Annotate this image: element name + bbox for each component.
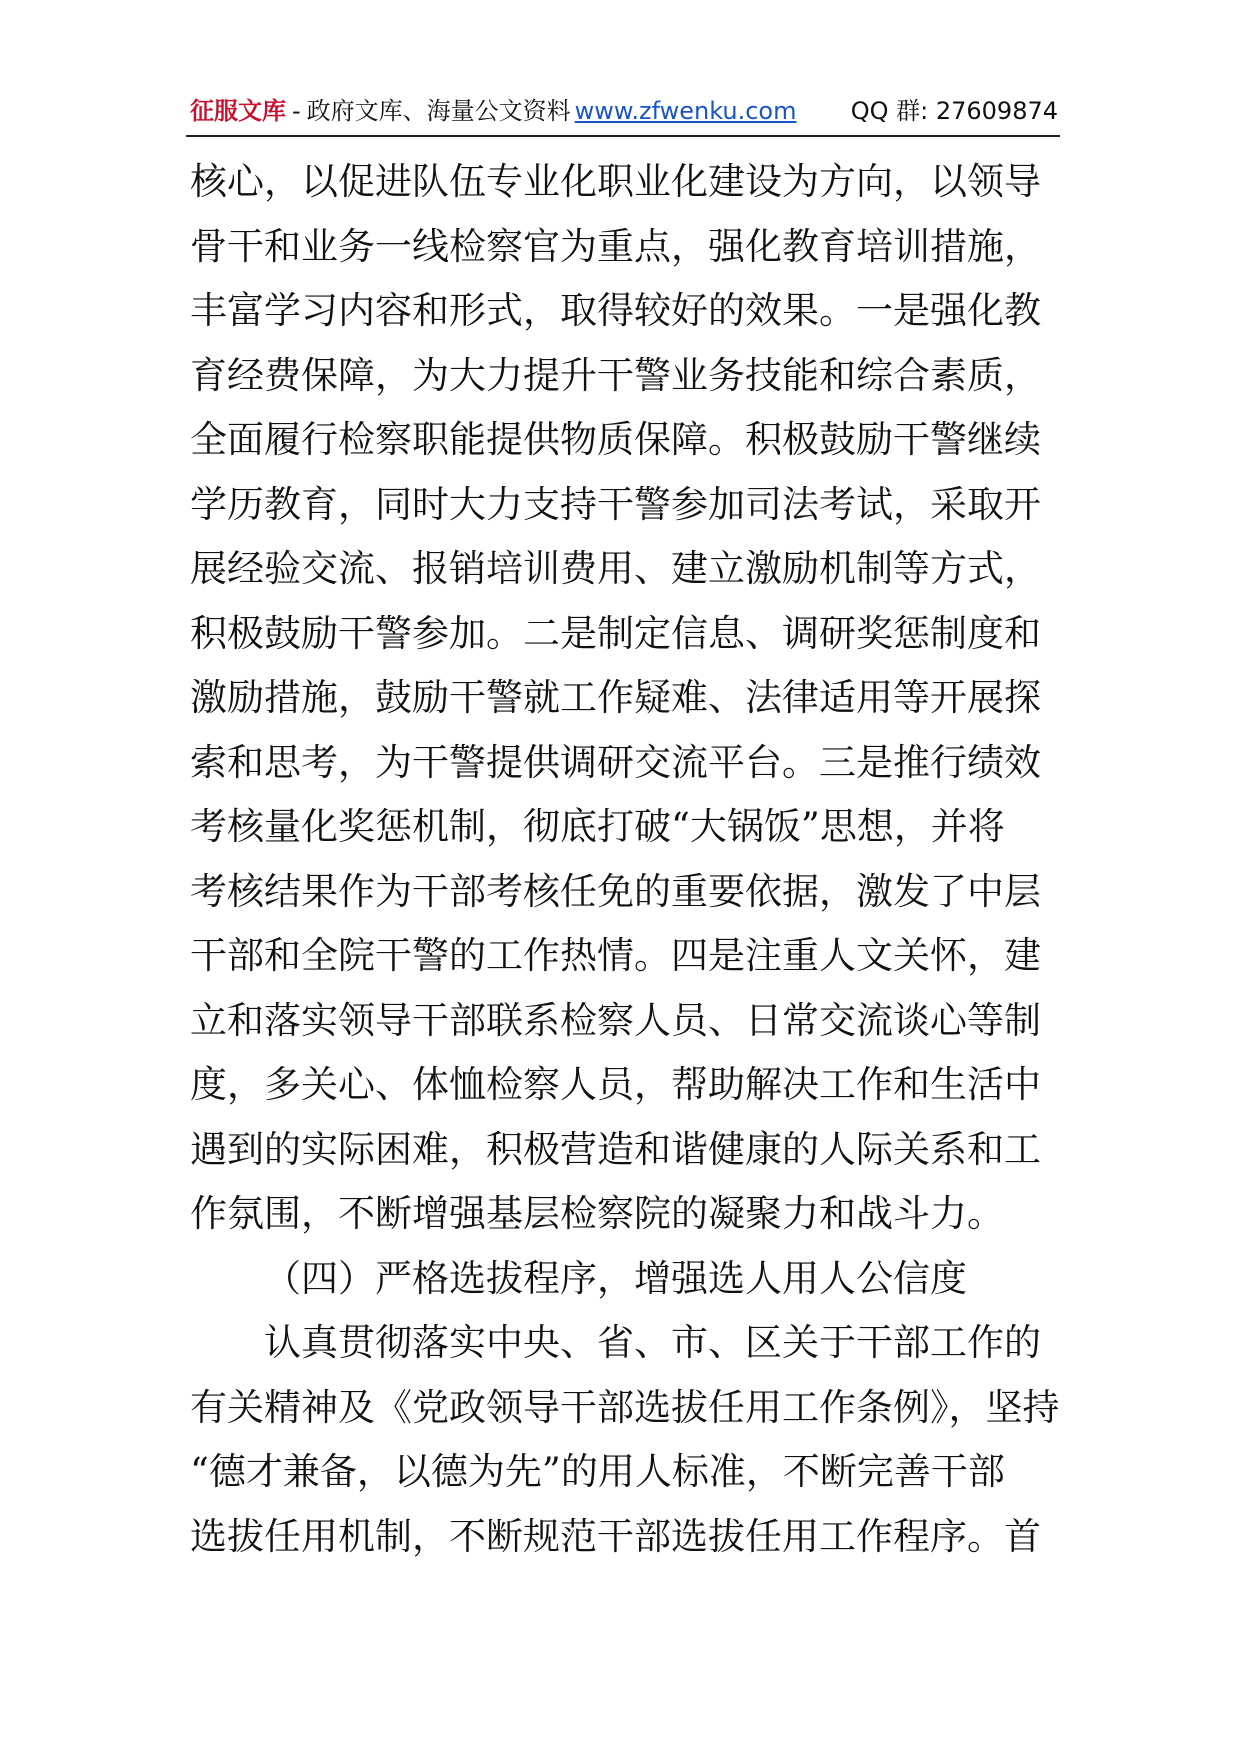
document-body <box>190 150 1060 1569</box>
body-line: 育经费保障，为大力提升干警业务技能和综合素质， <box>190 353 1041 397</box>
body-line: 度，多关心、体恤检察人员，帮助解决工作和生活中 <box>190 1063 1041 1106</box>
body-line: 有关精神及《党政领导干部选拔任用工作条例》，坚持 <box>190 1385 1060 1429</box>
body-line: 考核量化奖惩机制，彻底打破“大锅饭”思想，并将 <box>190 805 1005 848</box>
body-line: 作氛围，不断增强基层检察院的凝聚力和战斗力。 <box>190 1192 1004 1235</box>
body-line: 积极鼓励干警参加。二是制定信息、调研奖惩制度和 <box>190 611 1041 655</box>
body-line: 索和思考，为干警提供调研交流平台。三是推行绩效 <box>190 740 1041 784</box>
body-line: 立和落实领导干部联系检察人员、日常交流谈心等制 <box>190 998 1041 1042</box>
section-heading: （四）严格选拔程序，增强选人用人公信度 <box>264 1256 967 1300</box>
page-header <box>190 88 1058 134</box>
body-line: 干部和全院干警的工作热情。四是注重人文关怀，建 <box>190 934 1041 977</box>
body-line: “德才兼备，以德为先”的用人标准，不断完善干部 <box>190 1450 1005 1493</box>
header-tagline: 政府文库、海量公文资料 <box>306 97 571 125</box>
site-link[interactable]: www.zfwenku.com <box>574 97 797 125</box>
body-line: 核心，以促进队伍专业化职业化建设为方向，以领导 <box>190 160 1041 203</box>
body-line: 丰富学习内容和形式，取得较好的效果。一是强化教 <box>190 289 1041 332</box>
body-line: 遇到的实际困难，积极营造和谐健康的人际关系和工 <box>190 1127 1041 1171</box>
body-line: 展经验交流、报销培训费用、建立激励机制等方式， <box>190 547 1041 590</box>
header-separator: - <box>292 97 301 125</box>
qq-group: QQ 群: 27609874 <box>850 97 1058 125</box>
body-line: 激励措施，鼓励干警就工作疑难、法律适用等开展探 <box>190 676 1041 719</box>
body-line: 全面履行检察职能提供物质保障。积极鼓励干警继续 <box>190 418 1041 461</box>
brand-name: 征服文库 <box>190 97 286 125</box>
body-line: 骨干和业务一线检察官为重点，强化教育培训措施， <box>190 224 1041 268</box>
paragraph-start-line: 认真贯彻落实中央、省、市、区关于干部工作的 <box>264 1321 1041 1364</box>
body-line: 学历教育，同时大力支持干警参加司法考试，采取开 <box>190 482 1041 526</box>
body-line: 考核结果作为干部考核任免的重要依据，激发了中层 <box>190 869 1041 913</box>
body-line: 选拔任用机制，不断规范干部选拔任用工作程序。首 <box>190 1514 1041 1558</box>
header-divider <box>186 135 1060 137</box>
